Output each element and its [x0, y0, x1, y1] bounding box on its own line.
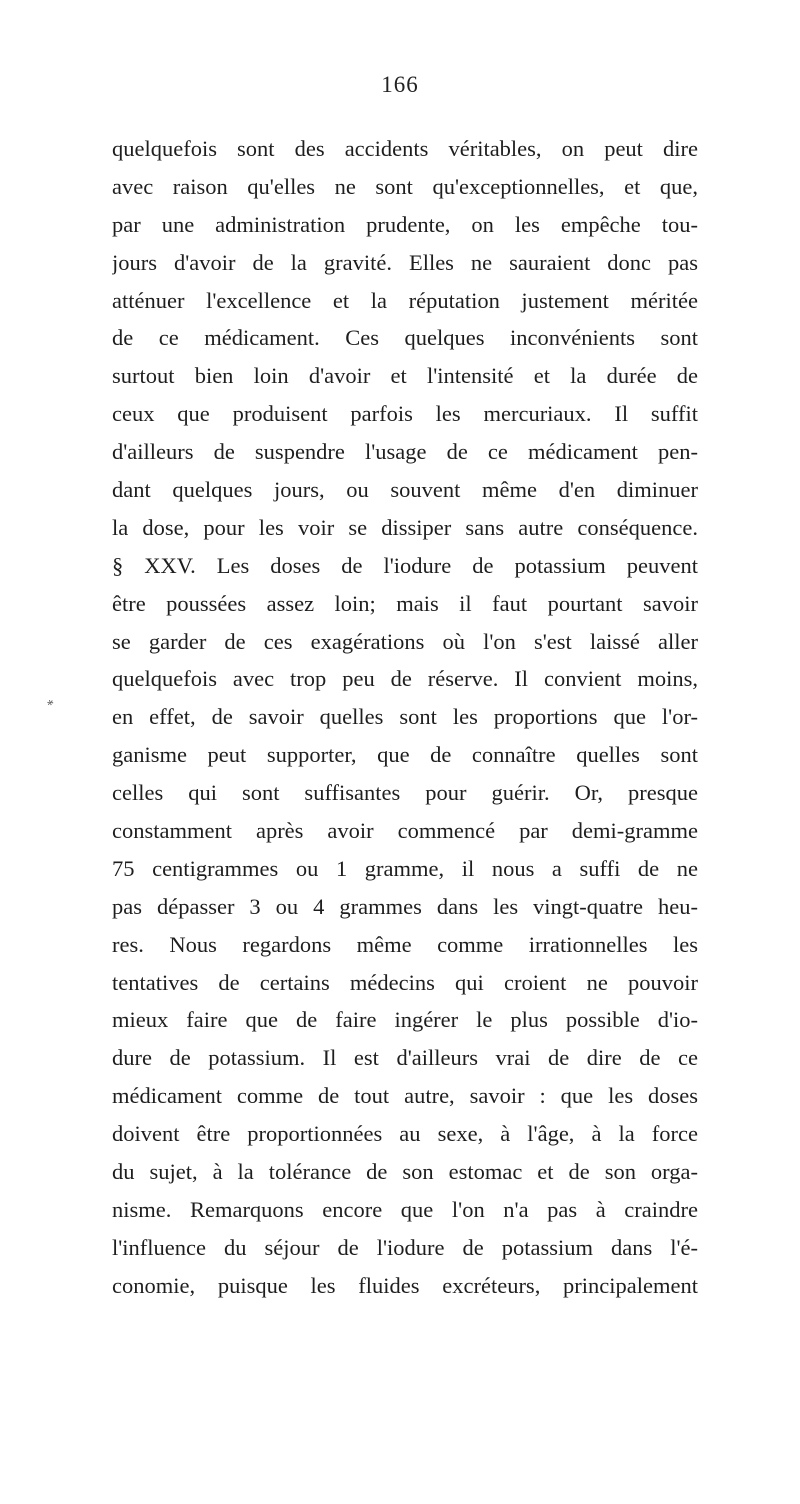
text-line: constamment après avoir commencé par demi-gramme: [112, 818, 698, 844]
text-line: atténuer l'excellence et la réputation justement méritée: [112, 287, 698, 313]
page-number: 166: [381, 72, 419, 97]
text-line: se garder de ces exagérations où l'on s'est laissé aller: [112, 628, 698, 654]
text-line: quelquefois sont des accidents véritables, on peut dire: [112, 136, 698, 161]
text-line: § XXV. Les doses de l'iodure de potassium peuvent: [112, 552, 698, 578]
text-line: ceux que produisent parfois les mercuriaux. Il suffit: [112, 401, 698, 427]
text-line: de ce médicament. Ces quelques inconvénients sont: [112, 325, 698, 351]
text-line: par une administration prudente, on les empêche tou-: [112, 211, 698, 237]
text-line: avec raison qu'elles ne sont qu'exceptionnelles, et que,: [112, 173, 698, 199]
body-text: [112, 130, 698, 1305]
text-line: mieux faire que de faire ingérer le plus possible d'io-: [112, 1007, 698, 1033]
text-line: nisme. Remarquons encore que l'on n'a pas à craindre: [112, 1196, 698, 1222]
text-line: la dose, pour les voir se dissiper sans autre conséquence.: [112, 514, 698, 540]
text-line: d'ailleurs de suspendre l'usage de ce médicament pen-: [112, 439, 698, 465]
text-line: res. Nous regardons même comme irrationnelles les: [112, 931, 698, 957]
text-line: ganisme peut supporter, que de connaître quelles sont: [112, 742, 698, 768]
text-line: 75 centigrammes ou 1 gramme, il nous a suffi de ne: [112, 855, 698, 881]
text-line: celles qui sont suffisantes pour guérir. Or, presque: [112, 780, 698, 806]
text-line: jours d'avoir de la gravité. Elles ne sauraient donc pas: [112, 249, 698, 275]
text-line: du sujet, à la tolérance de son estomac et de son orga-: [112, 1159, 698, 1185]
text-line: surtout bien loin d'avoir et l'intensité et la durée de: [112, 363, 698, 389]
text-line: en effet, de savoir quelles sont les proportions que l'or-: [112, 704, 698, 730]
text-line: dure de potassium. Il est d'ailleurs vrai de dire de ce: [112, 1045, 698, 1071]
text-line: conomie, puisque les fluides excréteurs, principalement: [112, 1272, 698, 1298]
text-line: pas dépasser 3 ou 4 grammes dans les vingt-quatre heu-: [112, 893, 698, 919]
text-line: quelquefois avec trop peu de réserve. Il convient moins,: [112, 666, 698, 692]
margin-mark: *: [45, 697, 58, 714]
text-line: médicament comme de tout autre, savoir : que les doses: [112, 1083, 698, 1109]
text-line: être poussées assez loin; mais il faut pourtant savoir: [112, 590, 698, 616]
text-line: l'influence du séjour de l'iodure de potassium dans l'é-: [112, 1234, 698, 1260]
text-line: tentatives de certains médecins qui croient ne pouvoir: [112, 969, 698, 995]
text-line: dant quelques jours, ou souvent même d'en diminuer: [112, 477, 698, 503]
text-line: doivent être proportionnées au sexe, à l'âge, à la force: [112, 1121, 698, 1147]
